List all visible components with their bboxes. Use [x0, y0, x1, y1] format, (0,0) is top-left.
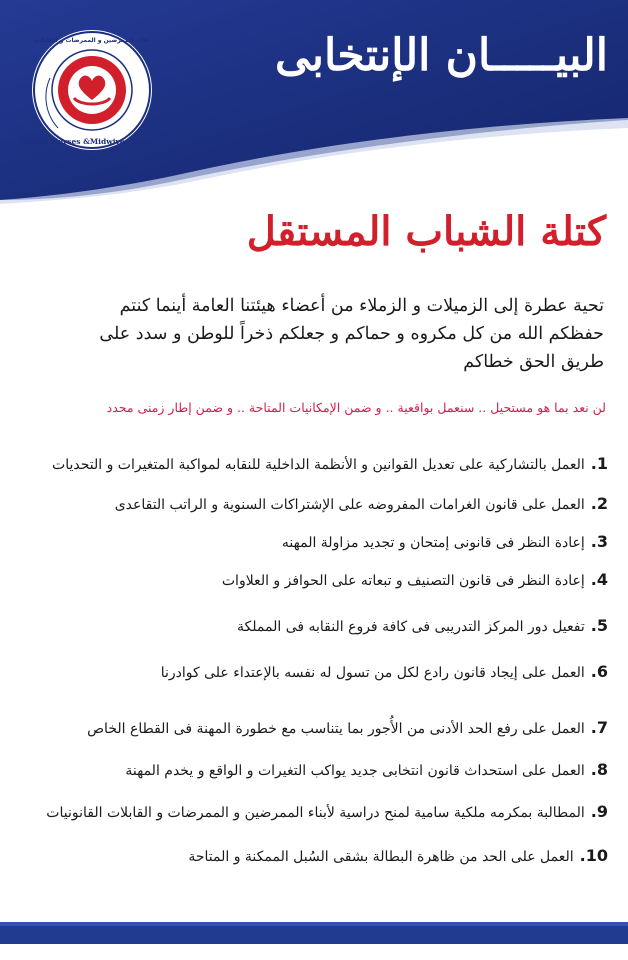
- item-text: العمل على قانون الغرامات المفروضه على الإشتراكات السنوية و الراتب التقاعدى: [114, 497, 585, 513]
- item-number: 1.: [590, 454, 608, 473]
- program-item: [8, 760, 608, 779]
- program-item: [8, 662, 608, 681]
- item-text: العمل بالتشاركية على تعديل القوانين و الأنظمة الداخلية للنقابه لمواكبة المتغيرات و التحديات: [52, 457, 585, 473]
- program-item: [8, 570, 608, 589]
- item-number: 7.: [590, 718, 608, 737]
- footer-bar: [0, 922, 628, 944]
- item-text: العمل على إيجاد قانون رادع لكل من تسول له نفسه بالإعتداء على كوادرنا: [160, 665, 585, 681]
- item-text: العمل على استحداث قانون انتخابى جديد يواكب التغيرات و الواقع و يخدم المهنة: [125, 763, 585, 779]
- footer-accent-line: [0, 922, 628, 926]
- item-text: المطالبة بمكرمه ملكية سامية لمنح دراسية لأبناء الممرضين و الممرضات و القابلات القانونيات: [46, 805, 585, 821]
- svg-text:نقابة الممرضين و الممرضات و ال: نقابة الممرضين و الممرضات و القابلات: [33, 37, 151, 44]
- greeting-paragraph: [44, 292, 604, 376]
- campaign-slogan: لن نعد بما هو مستحيل .. سنعمل بواقعية .. و ضمن الإمكانيات المتاحة .. و ضمن إطار زمنى محدد: [106, 400, 606, 415]
- svg-text:Jordan Nurses &Midwives Counci: Jordan Nurses &Midwives Council: [20, 137, 164, 146]
- greeting-line: تحية عطرة إلى الزميلات و الزملاء من أعضاء هيئتنا العامة أينما كنتم: [119, 296, 604, 316]
- item-number: 4.: [590, 570, 608, 589]
- item-number: 3.: [590, 532, 608, 551]
- program-item: [8, 494, 608, 513]
- header-banner: [0, 0, 628, 200]
- program-item: [8, 454, 608, 473]
- item-text: العمل على الحد من ظاهرة البطالة بشقى السُبل الممكنة و المتاحة: [188, 849, 574, 865]
- program-item: [8, 846, 608, 865]
- item-text: إعادة النظر فى قانونى إمتحان و تجديد مزاولة المهنه: [281, 535, 585, 551]
- council-logo: [20, 28, 164, 152]
- program-item: [8, 718, 608, 737]
- item-text: إعادة النظر فى قانون التصنيف و تبعاته على الحوافز و العلاوات: [221, 573, 585, 589]
- item-number: 5.: [590, 616, 608, 635]
- bloc-name-heading: كتلة الشباب المستقل: [246, 208, 606, 255]
- program-item: [8, 802, 608, 821]
- item-number: 10.: [579, 846, 608, 865]
- item-text: تفعيل دور المركز التدريبى فى كافة فروع النقابه فى المملكة: [237, 619, 585, 635]
- greeting-line: حفظكم الله من كل مكروه و حماكم و جعلكم ذخراً للوطن و سدد على: [99, 324, 604, 344]
- greeting-line: طريق الحق خطاكم: [463, 352, 604, 372]
- item-number: 8.: [590, 760, 608, 779]
- item-number: 9.: [590, 802, 608, 821]
- item-text: العمل على رفع الحد الأدنى من الأُجور بما يتناسب مع خطورة المهنة فى القطاع الخاص: [87, 721, 585, 737]
- page-title: البيـــــان الإنتخابى: [275, 30, 608, 81]
- item-number: 2.: [590, 494, 608, 513]
- program-item: [8, 532, 608, 551]
- item-number: 6.: [590, 662, 608, 681]
- program-item: [8, 616, 608, 635]
